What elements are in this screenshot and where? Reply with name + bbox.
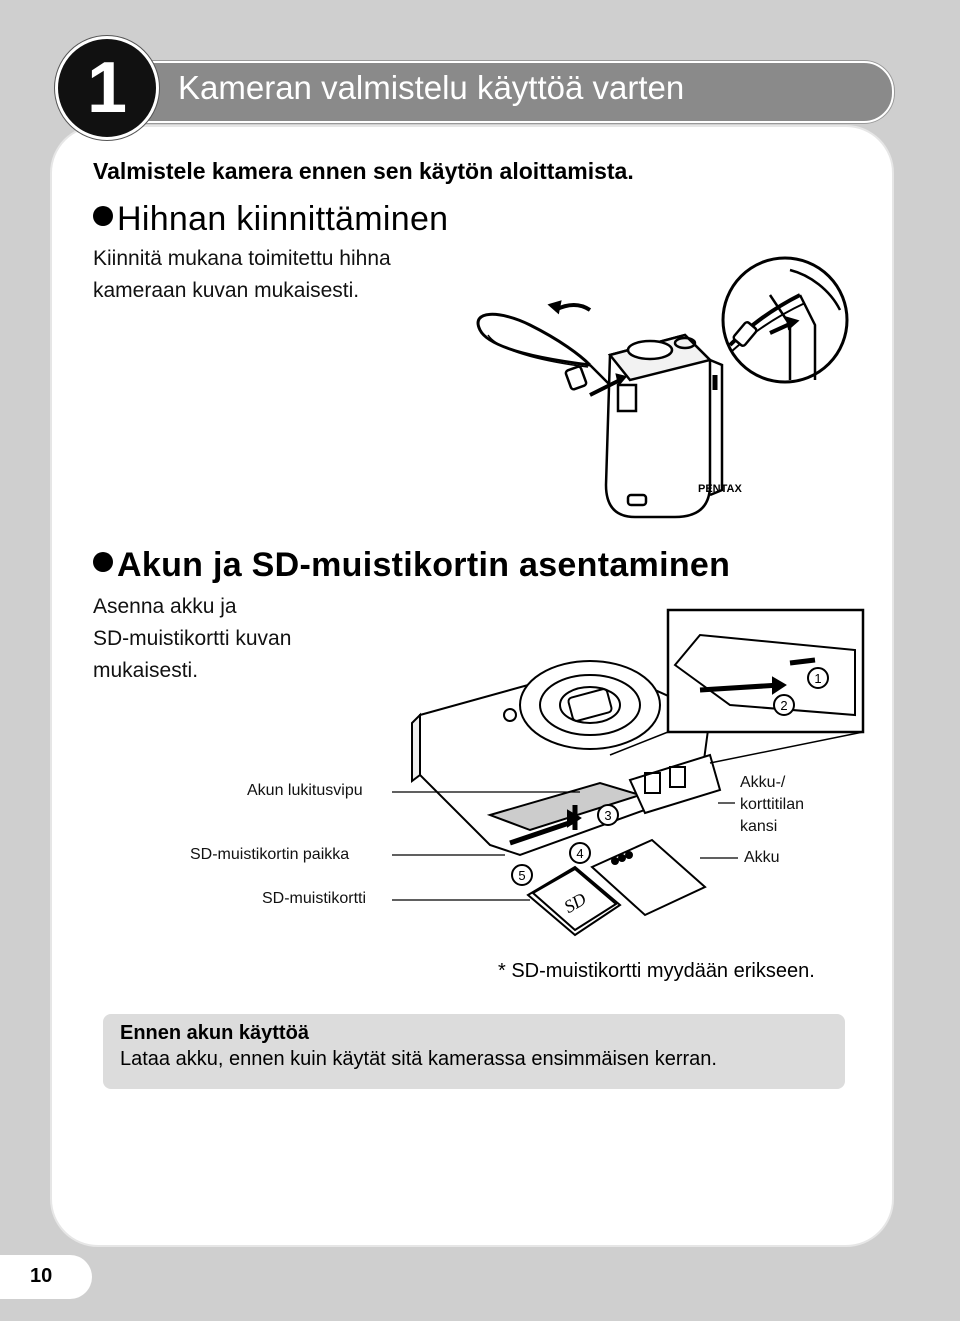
step-1: 1 — [814, 671, 822, 686]
label-battery-lock: Akun lukitusvipu — [247, 782, 363, 799]
chapter-title: Kameran valmistelu käyttöä varten — [178, 69, 685, 106]
label-sd-card: SD-muistikortti — [262, 890, 367, 907]
battery-section-title: Akun ja SD-muistikortin asentaminen — [93, 546, 730, 585]
notice-body: Lataa akku, ennen kuin käytät sitä kamerassa ensimmäisen kerran. — [120, 1048, 717, 1070]
page-number-tab — [0, 1255, 92, 1299]
notice-box — [103, 1014, 845, 1089]
strap-section-text: Kiinnitä mukana toimitettu hihna kameraan kuvan mukaisesti. — [93, 247, 391, 302]
chapter-number: 1 — [86, 48, 128, 128]
battery-section-text: Asenna akku ja SD-muistikortti kuvan mukaisesti. — [93, 595, 292, 682]
label-battery: Akku — [744, 849, 780, 866]
notice-heading: Ennen akun käyttöä — [120, 1022, 309, 1044]
brand-logo: PENTAX — [698, 483, 742, 495]
step-2: 2 — [780, 698, 788, 713]
page-number: 10 — [30, 1265, 53, 1287]
intro-text: Valmistele kamera ennen sen käytön aloittamista. — [93, 158, 634, 184]
step-5: 5 — [518, 868, 526, 883]
sd-mark: SD — [560, 888, 590, 917]
strap-section-title: Hihnan kiinnittäminen — [93, 200, 448, 239]
step-3: 3 — [604, 808, 612, 823]
label-card-slot: SD-muistikortin paikka — [190, 846, 350, 863]
label-cover: Akku-/ korttitilan kansi — [740, 774, 805, 835]
footnote: * SD-muistikortti myydään erikseen. — [498, 960, 815, 982]
step-4: 4 — [576, 846, 584, 861]
